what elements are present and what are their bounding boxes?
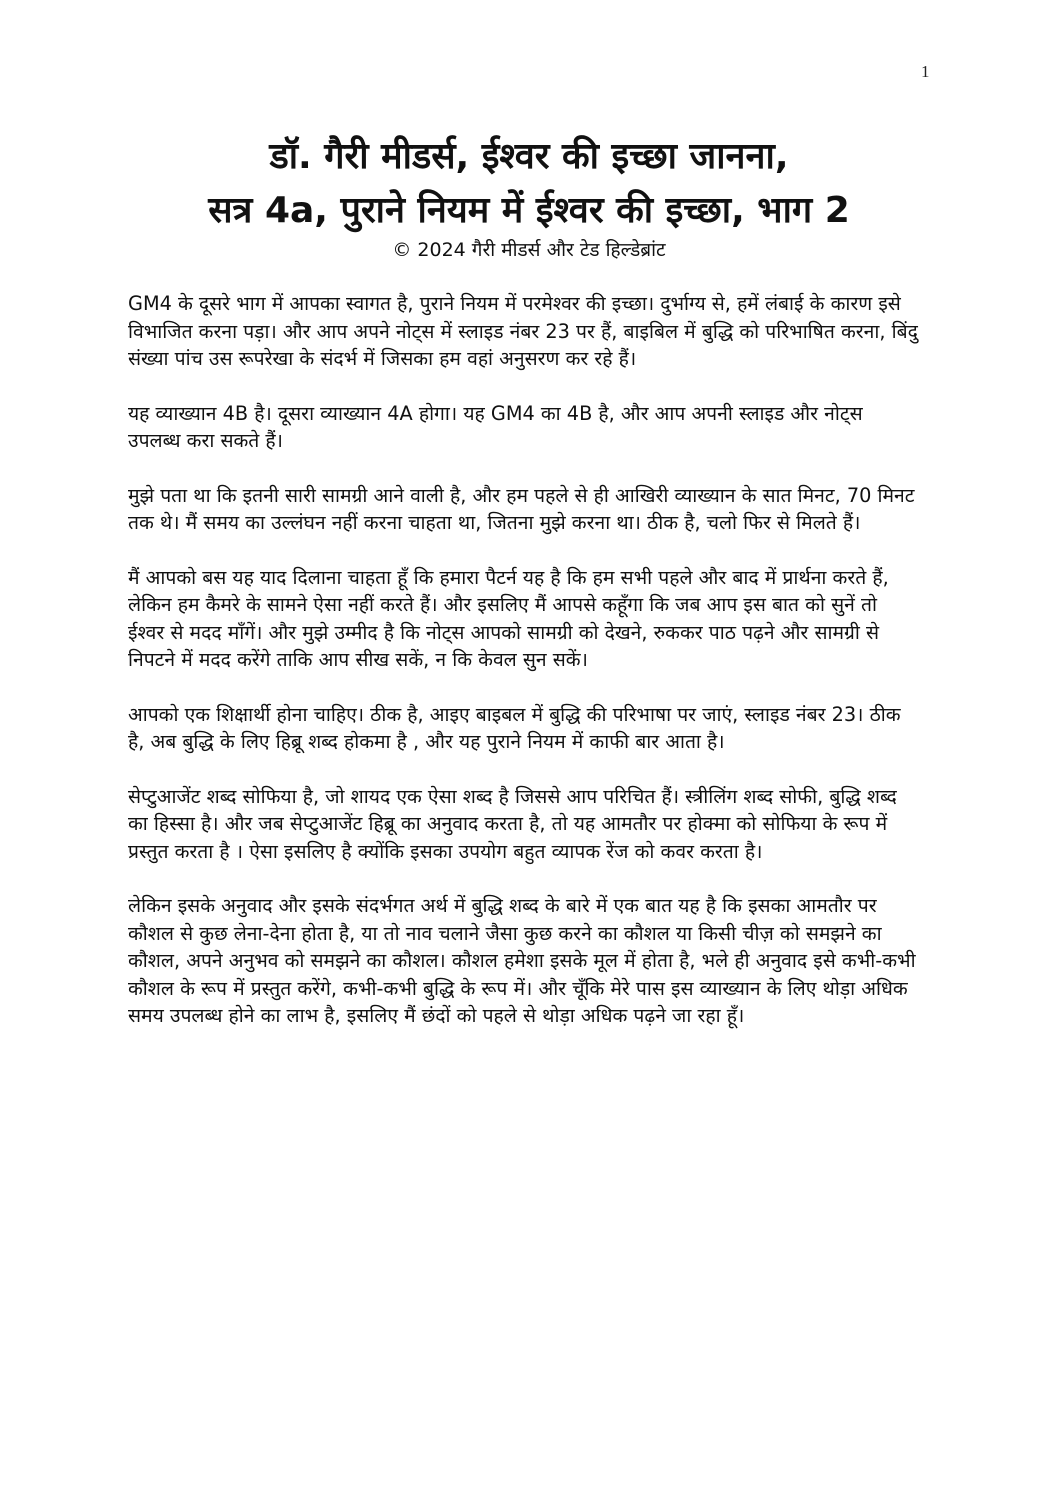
paragraph-1: GM4 के दूसरे भाग में आपका स्वागत है, पुराने नियम में परमेश्वर की इच्छा। दुर्भाग्य से, हमें लंबाई के कारण इसे विभाजित करना पड़ा। और आप अपने नोट्स में स्लाइड नंबर 23 पर हैं, बाइबिल में बुद्धि को परिभाषित करना, बिंदु संख्या पांच उस रूपरेखा के संदर्भ में जिसका हम वहां अनुसरण कर रहे हैं। xyxy=(128,292,918,370)
paragraph-7: लेकिन इसके अनुवाद और इसके संदर्भगत अर्थ में बुद्धि शब्द के बारे में एक बात यह है कि इसका आमतौर पर कौशल से कुछ लेना-देना होता है, या तो नाव चलाने जैसा कुछ करने का कौशल या किसी चीज़ को समझने का कौशल, अपने अनुभव को समझने का कौशल। कौशल हमेशा इसके मूल में होता है, भले ही अनुवाद इसे कभी-कभी कौशल के रूप में प्रस्तुत करेंगे, कभी-कभी बुद्धि के रूप में। और चूँकि मेरे पास इस व्याख्यान के लिए थोड़ा अधिक समय उपलब्ध होने का लाभ है, इसलिए मैं छंदों को पहले से थोड़ा अधिक पढ़ने जा रहा हूँ। xyxy=(128,894,916,1027)
paragraph-6: सेप्टुआजेंट शब्द सोफिया है, जो शायद एक ऐसा शब्द है जिससे आप परिचित हैं। स्त्रीलिंग शब्द सोफी, बुद्धि शब्द का हिस्सा है। और जब सेप्टुआजेंट हिब्रू का अनुवाद करता है, तो यह आमतौर पर होक्मा को सोफिया के रूप में प्रस्तुत करता है । ऐसा इसलिए है क्योंकि इसका उपयोग बहुत व्यापक रेंज को कवर करता है। xyxy=(128,784,897,863)
paragraph-3: मुझे पता था कि इतनी सारी सामग्री आने वाली है, और हम पहले से ही आखिरी व्याख्यान के सात मिनट, 70 मिनट तक थे। मैं समय का उल्लंघन नहीं करना चाहता था, जितना मुझे करना था। ठीक है, चलो फिर से मिलते हैं। xyxy=(128,483,915,534)
page-number: 1 xyxy=(921,62,930,81)
title-block xyxy=(0,130,1058,265)
document-title-line-1: डॉ. गैरी मीडर्स, ईश्वर की इच्छा जानना, xyxy=(269,136,789,177)
paragraph-2: यह व्याख्यान 4B है। दूसरा व्याख्यान 4A होगा। यह GM4 का 4B है, और आप अपनी स्लाइड और नोट्स उपलब्ध करा सकते हैं। xyxy=(128,401,863,452)
document-body xyxy=(128,290,918,1057)
copyright-line: © 2024 गैरी मीडर्स और टेड हिल्डेब्रांट xyxy=(392,239,666,261)
paragraph-5: आपको एक शिक्षार्थी होना चाहिए। ठीक है, आइए बाइबल में बुद्धि की परिभाषा पर जाएं, स्लाइड नंबर 23। ठीक है, अब बुद्धि के लिए हिब्रू शब्द होकमा है , और यह पुराने नियम में काफी बार आता है। xyxy=(128,702,901,753)
paragraph-4: मैं आपको बस यह याद दिलाना चाहता हूँ कि हमारा पैटर्न यह है कि हम सभी पहले और बाद में प्रार्थना करते हैं, लेकिन हम कैमरे के सामने ऐसा नहीं करते हैं। और इसलिए मैं आपसे कहूँगा कि जब आप इस बात को सुनें तो ईश्वर से मदद माँगें। और मुझे उम्मीद है कि नोट्स आपको सामग्री को देखने, रुककर पाठ पढ़ने और सामग्री से निपटने में मदद करेंगे ताकि आप सीख सकें, न कि केवल सुन सकें। xyxy=(128,565,889,671)
document-title-line-2: सत्र 4a, पुराने नियम में ईश्वर की इच्छा, भाग 2 xyxy=(208,190,850,231)
